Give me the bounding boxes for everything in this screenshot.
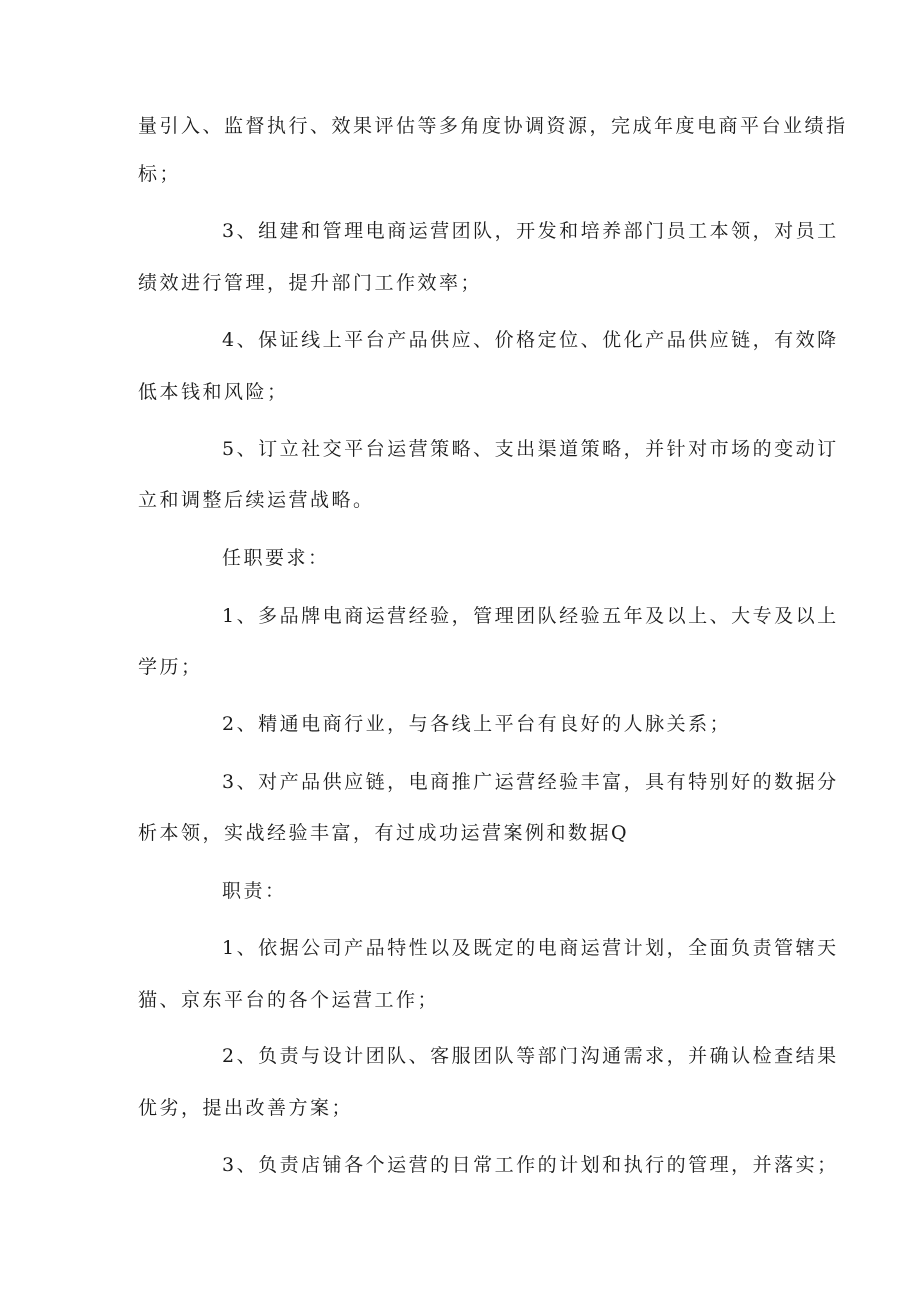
paragraph-line: 1、依据公司产品特性以及既定的电商运营计划，全面负责管辖天: [222, 937, 839, 959]
section-heading-requirements: 任职要求：: [222, 547, 330, 569]
paragraph-line: 学历；: [138, 656, 203, 678]
paragraph-line: 2、精通电商行业，与各线上平台有良好的人脉关系；: [222, 713, 732, 735]
paragraph-line: 2、负责与设计团队、客服团队等部门沟通需求，并确认检查结果: [222, 1045, 839, 1067]
paragraph-line: 5、订立社交平台运营策略、支出渠道策略，并针对市场的变动订: [222, 438, 839, 460]
section-heading-duties: 职责：: [222, 880, 287, 902]
paragraph-line: 3、负责店铺各个运营的日常工作的计划和执行的管理，并落实；: [222, 1154, 839, 1176]
paragraph-line: 3、对产品供应链，电商推广运营经验丰富，具有特别好的数据分: [222, 771, 839, 793]
paragraph-line: 3、组建和管理电商运营团队，开发和培养部门员工本领，对员工: [222, 220, 839, 242]
paragraph-line: 猫、京东平台的各个运营工作；: [138, 989, 440, 1011]
paragraph-line: 立和调整后续运营战略。: [138, 489, 375, 511]
paragraph-line: 绩效进行管理，提升部门工作效率；: [138, 272, 483, 294]
paragraph-line: 标；: [138, 163, 182, 185]
paragraph-line: 量引入、监督执行、效果评估等多角度协调资源，完成年度电商平台业绩指: [138, 115, 848, 137]
paragraph-line: 1、多品牌电商运营经验，管理团队经验五年及以上、大专及以上: [222, 605, 839, 627]
paragraph-line: 低本钱和风险；: [138, 381, 289, 403]
paragraph-line: 4、保证线上平台产品供应、价格定位、优化产品供应链，有效降: [222, 329, 839, 351]
paragraph-line: 析本领，实战经验丰富，有过成功运营案例和数据Q: [138, 822, 630, 844]
paragraph-line: 优劣，提出改善方案；: [138, 1097, 354, 1119]
